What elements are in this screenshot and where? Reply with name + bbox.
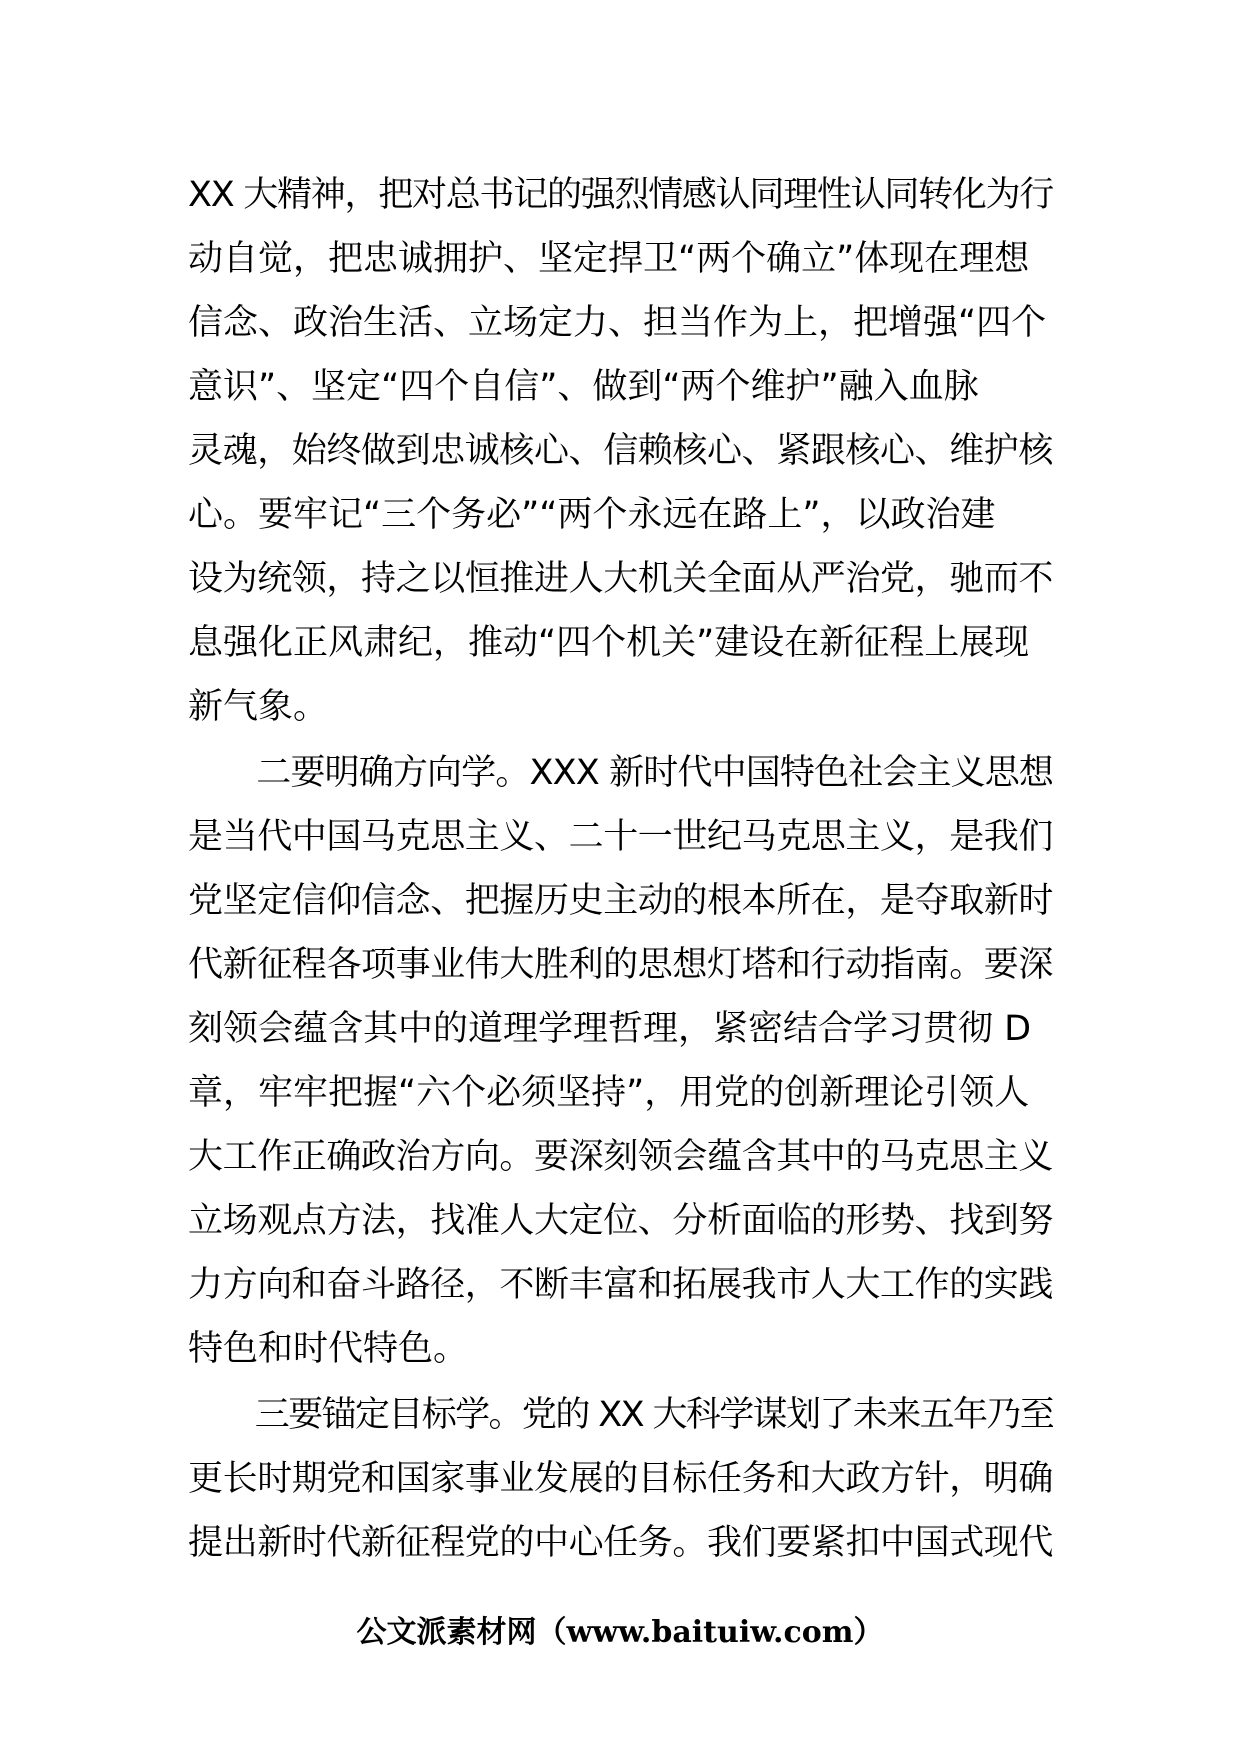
body-text — [188, 163, 1053, 1575]
text-line: 息强化正风肃纪，推动“四个机关”建设在新征程上展现 — [188, 623, 1030, 663]
text-line: 党坚定信仰信念、把握历史主动的根本所在，是夺取新时 — [188, 881, 1053, 921]
text-line: 立场观点方法，找准人大定位、分析面临的形势、找到努 — [188, 1201, 1053, 1241]
footer-source: 公文派素材网（www.baituiw.com） — [356, 1615, 884, 1650]
text-line: 信念、政治生活、立场定力、担当作为上，把增强“四个 — [188, 303, 1047, 343]
text-line: 设为统领，持之以恒推进人大机关全面从严治党，驰而不 — [188, 559, 1053, 599]
text-line: 心。要牢记“三个务必”“两个永远在路上”，以政治建 — [188, 495, 996, 535]
text-line: 是当代中国马克思主义、二十一世纪马克思主义，是我们 — [188, 817, 1053, 857]
text-line: 刻领会蕴含其中的道理学理哲理，紧密结合学习贯彻 D — [188, 1009, 1032, 1049]
text-line: 意识”、坚定“四个自信”、做到“两个维护”融入血脉 — [188, 367, 979, 407]
text-line: 大工作正确政治方向。要深刻领会蕴含其中的马克思主义 — [188, 1137, 1053, 1177]
text-line: 代新征程各项事业伟大胜利的思想灯塔和行动指南。要深 — [188, 945, 1053, 985]
text-line: 灵魂，始终做到忠诚核心、信赖核心、紧跟核心、维护核 — [188, 431, 1053, 471]
text-line: 特色和时代特色。 — [188, 1329, 469, 1369]
text-line: 新气象。 — [188, 687, 329, 727]
text-line: 动自觉，把忠诚拥护、坚定捍卫“两个确立”体现在理想 — [188, 239, 1030, 279]
text-line: 更长时期党和国家事业发展的目标任务和大政方针，明确 — [188, 1459, 1053, 1499]
paragraph-start-line: 三要锚定目标学。党的 XX 大科学谋划了未来五年乃至 — [188, 1395, 1053, 1435]
paragraph-start-line: 二要明确方向学。XXX 新时代中国特色社会主义思想 — [188, 753, 1053, 793]
text-line: XX 大精神，把对总书记的强烈情感认同理性认同转化为行 — [188, 175, 1053, 215]
text-line: 提出新时代新征程党的中心任务。我们要紧扣中国式现代 — [188, 1523, 1053, 1563]
text-line: 章，牢牢把握“六个必须坚持”，用党的创新理论引领人 — [188, 1073, 1030, 1113]
text-line: 力方向和奋斗路径，不断丰富和拓展我市人大工作的实践 — [188, 1265, 1053, 1305]
